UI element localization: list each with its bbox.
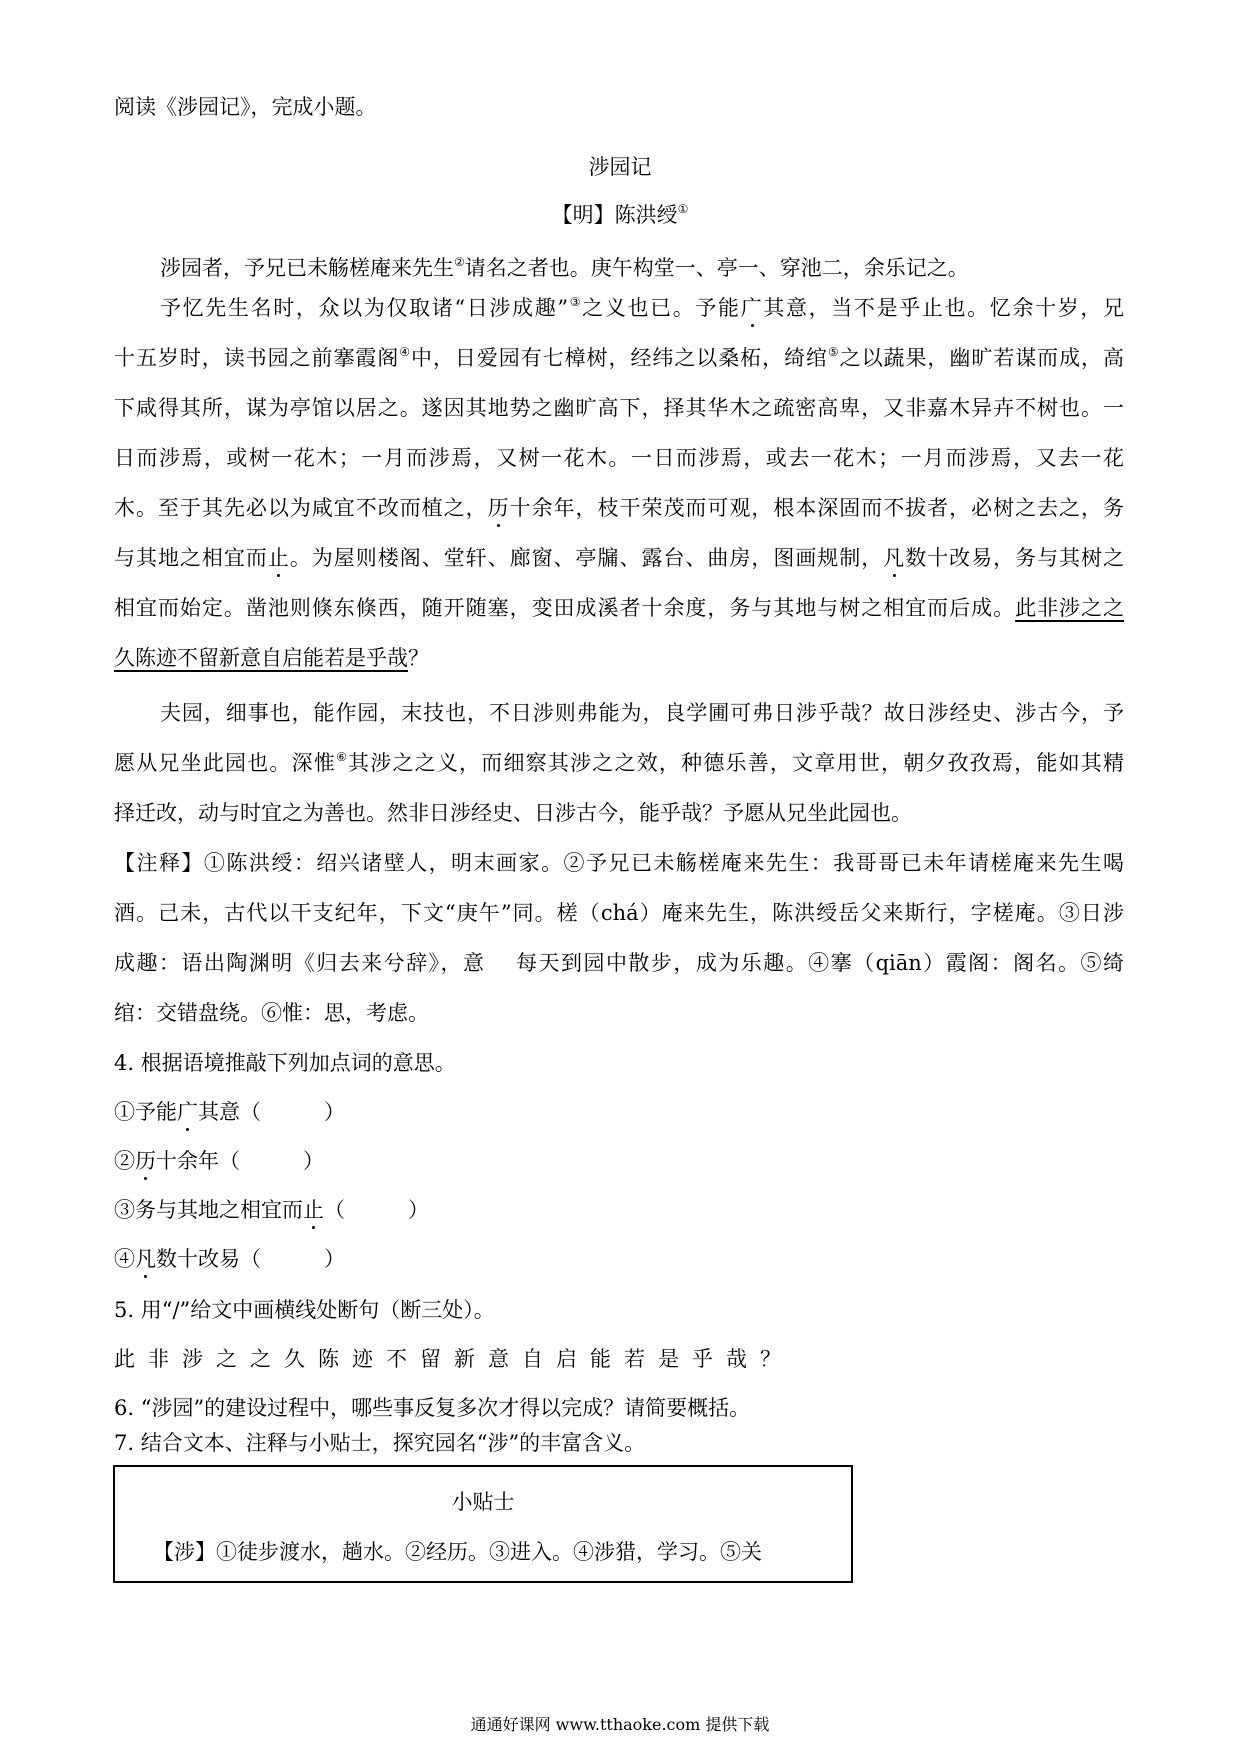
footnote-mark: ② [454,255,465,269]
dotted-word: 止 [267,546,290,570]
dotted-word: 广 [740,296,764,320]
passage-p3-line3: 择迁改，动与时宜之为善也。然非日涉经史、日涉古今，能乎哉？予愿从兄坐此园也。 [114,801,912,825]
passage-title: 涉园记 [588,155,652,179]
passage-p3-line2: 愿从兄坐此园也。深惟⑥其涉之之义，而细察其涉之之效，种德乐善，文章用世，朝夕孜孜焉，能如其精 [114,750,1125,775]
question-4-item-3: ③务与其地之相宜而止（ ） [114,1198,429,1222]
tip-body: 【涉】①徒步渡水，趟水。②经历。③进入。④涉猎，学习。⑤关 [153,1540,762,1564]
footnote-mark: ③ [568,295,583,309]
passage-p2-line6: 与其地之相宜而止。为屋则楼阁、堂轩、廊窗、亭牖、露台、曲房，图画规制，凡数十改易，务与其树之 [114,546,1125,570]
question-4-item-1: ①予能广其意（ ） [114,1100,345,1124]
question-4-stem: 4. 根据语境推敲下列加点词的意思。 [114,1051,456,1075]
notes-line2: 酒。己未，古代以干支纪年，下文“庚午”同。槎（chá）庵来先生，陈洪绶岳父来斯行，字槎庵。③日涉 [114,901,1124,925]
question-4-item-4: ④凡数十改易（ ） [114,1247,345,1271]
underlined-sentence: 久陈迹不留新意自启能若是乎哉 [114,646,408,670]
page-footer: 通通好课网 www.tthaoke.com 提供下载 [470,1715,770,1734]
notes-line3: 成趣：语出陶渊明《归去来兮辞》，意 每天到园中散步，成为乐趣。④搴（qiān）霞阁：阁名。⑤绮 [114,951,1124,975]
dotted-word: 广 [177,1100,198,1124]
notes-line4: 绾：交错盘绕。⑥惟：思，考虑。 [114,1001,429,1025]
footnote-mark: ⑥ [336,750,349,764]
passage-p2-line3: 下咸得其所，谋为亭馆以居之。遂因其地势之幽旷高下，择其华木之疏密高卑，又非嘉木异卉不树也。一 [114,396,1124,420]
passage-p2-line2: 十五岁时，读书园之前搴霞阁④中，日爱园有七樟树，经纬之以桑柘，绮绾⑤之以蔬果，幽旷若谋而成，高 [114,345,1124,370]
question-4-item-2: ②历十余年（ ） [114,1149,324,1173]
passage-p2-line1: 予忆先生名时，众以为仅取诸“日涉成趣”③之义也已。予能广其意，当不是乎止也。忆余十岁，兄 [160,295,1125,320]
author-name: 【明】陈洪绶 [551,203,678,227]
footnote-mark: ⑤ [827,345,840,359]
passage-p2-line5: 木。至于其先必以为咸宜不改而植之，历十余年，枝干荣茂而可观，根本深固而不拔者，必树之去之，务 [114,496,1125,520]
question-7-stem: 7. 结合文本、注释与小贴士，探究园名“涉”的丰富含义。 [114,1431,646,1455]
question-5-stem: 5. 用“/”给文中画横线处断句（断三处）。 [114,1298,495,1322]
passage-p2-line7: 相宜而始定。凿池则倏东倏西，随开随塞，变田成溪者十余度，务与其地与树之相宜而后成。此非涉之之 [114,596,1125,620]
dotted-word: 历 [135,1149,156,1173]
dotted-word: 止 [303,1198,324,1222]
question-5-sentence: 此非涉之之久陈迹不留新意自启能若是乎哉？ [114,1347,794,1371]
dotted-word: 历 [487,496,510,520]
underlined-sentence: 此非涉之之 [1015,596,1125,620]
intro-text: 阅读《涉园记》，完成小题。 [114,95,377,119]
footnote-mark: ④ [399,345,411,359]
passage-p2-line8: 久陈迹不留新意自启能若是乎哉？ [114,646,429,670]
passage-p3-line1: 夫园，细事也，能作园，末技也，不日涉则弗能为，良学圃可弗日涉乎哉？故日涉经史、涉古今，予 [160,701,1124,725]
passage-author [0,200,1240,230]
author-footnote-mark: ① [677,202,689,216]
passage-p1: 涉园者，予兄已未觞槎庵来先生②请名之者也。庚午构堂一、亭一、穿池二，余乐记之。 [160,255,969,280]
tip-title: 小贴士 [451,1490,515,1514]
dotted-word: 凡 [135,1247,156,1271]
question-6-stem: 6. “涉园”的建设过程中，哪些事反复多次才得以完成？请简要概括。 [114,1396,751,1420]
notes-line1: 【注释】①陈洪绶：绍兴诸壁人，明末画家。②予兄已未觞槎庵来先生：我哥哥已未年请槎庵来先生喝 [114,851,1124,875]
tip-box [113,1465,853,1583]
dotted-word: 凡 [883,546,906,570]
passage-p2-line4: 日而涉焉，或树一花木；一月而涉焉，又树一花木。一日而涉焉，或去一花木；一月而涉焉，又去一花 [114,446,1124,470]
